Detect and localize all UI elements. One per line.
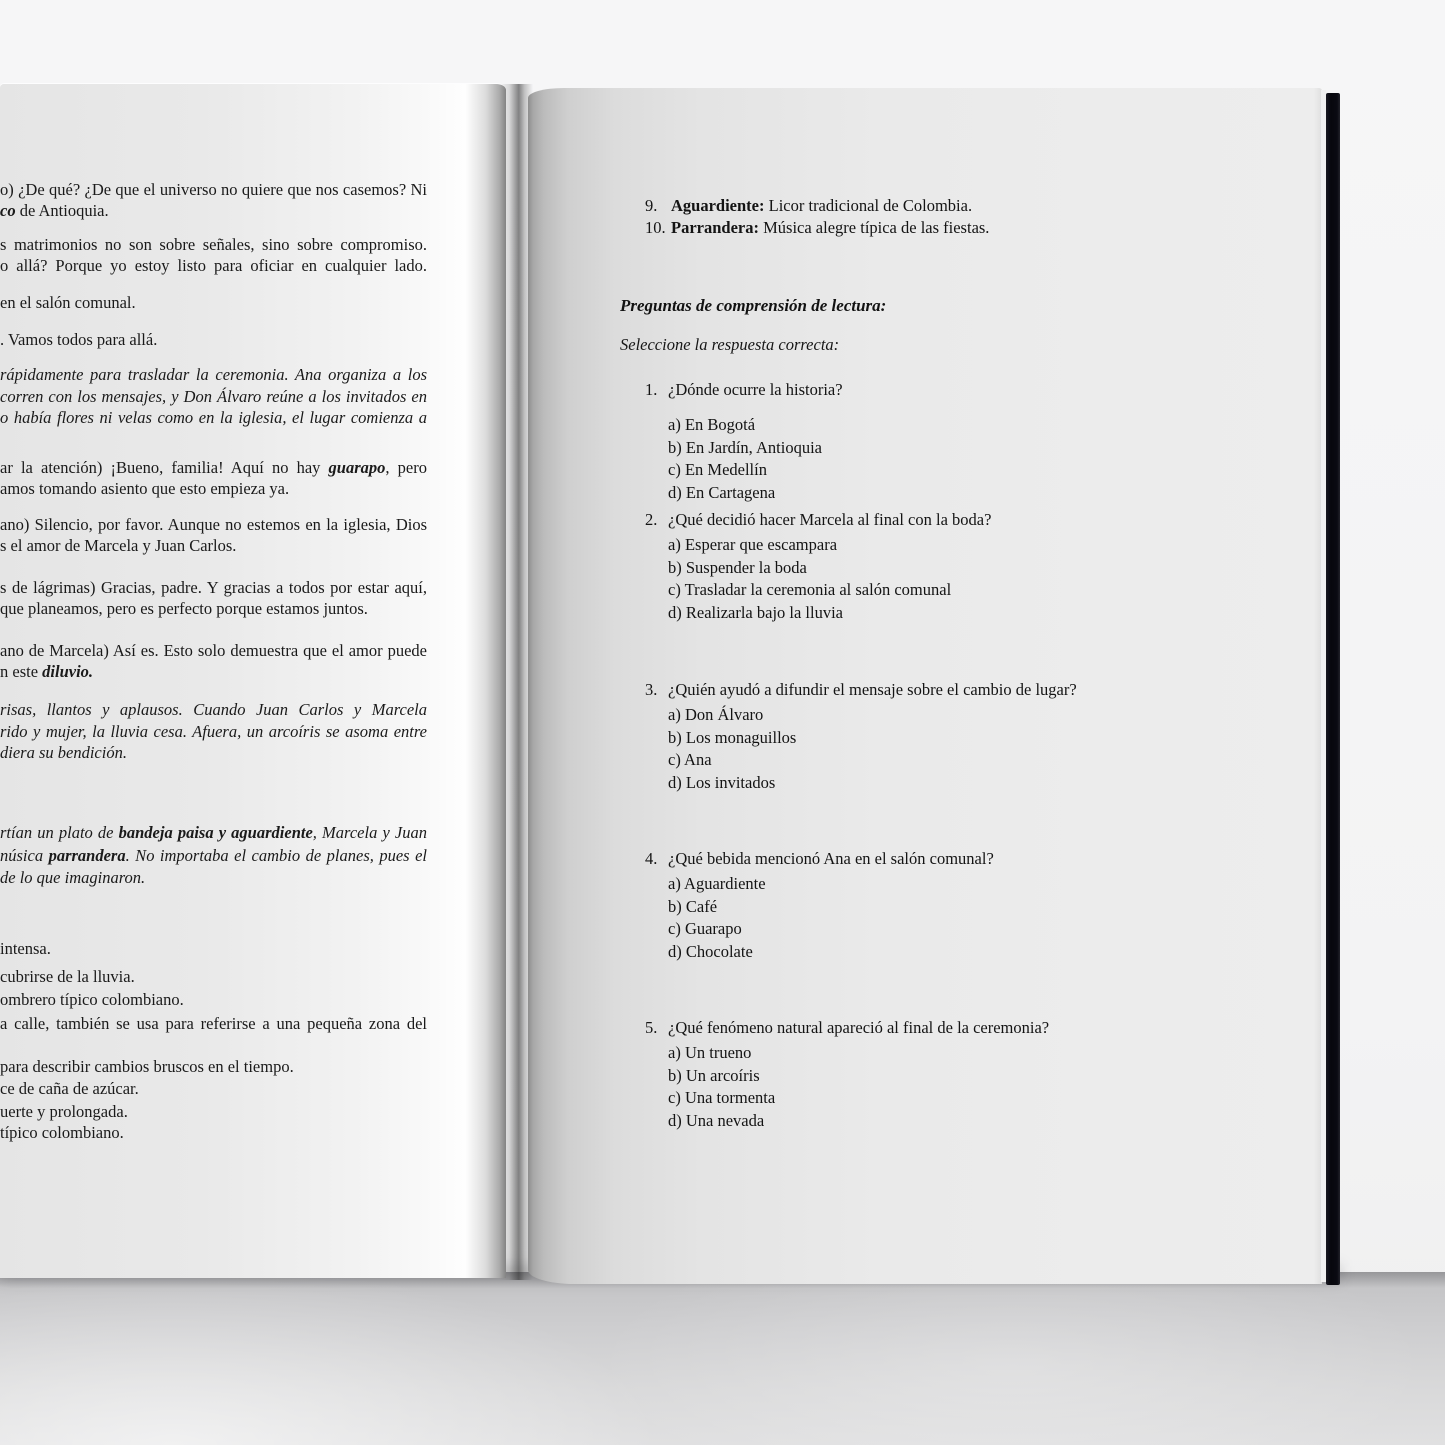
- text-line: para describir cambios bruscos en el tiempo.: [0, 1057, 294, 1076]
- option-line: b) Un arcoíris: [668, 1065, 760, 1085]
- question-text: 4. ¿Qué bebida mencionó Ana en el salón comunal?: [645, 849, 994, 868]
- option-line: d) Los invitados: [668, 772, 776, 792]
- option-line: a) En Bogotá: [668, 415, 756, 434]
- text-line: o había flores ni velas como en la iglesia, el lugar comienza a: [0, 408, 427, 427]
- right-page: [528, 88, 1322, 1284]
- text-line: co de Antioquia.: [0, 201, 109, 220]
- option-line: d) Chocolate: [668, 941, 753, 961]
- option-line: d) Una nevada: [668, 1110, 765, 1130]
- question-text: 1. ¿Dónde ocurre la historia?: [645, 380, 843, 399]
- text-line: o allá? Porque yo estoy listo para oficiar en cualquier lado.: [0, 256, 427, 275]
- text-line: risas, llantos y aplausos. Cuando Juan Carlos y Marcela: [0, 700, 427, 719]
- option-line: a) Esperar que escampara: [668, 535, 838, 554]
- text-line: s el amor de Marcela y Juan Carlos.: [0, 536, 237, 555]
- option-line: a) Aguardiente: [668, 874, 766, 893]
- option-line: a) Don Álvaro: [668, 705, 764, 724]
- option-line: d) En Cartagena: [668, 482, 776, 502]
- text-line: o) ¿De qué? ¿De que el universo no quiere que nos casemos? Ni: [0, 180, 427, 199]
- question-text: 2. ¿Qué decidió hacer Marcela al final con la boda?: [645, 510, 992, 529]
- text-line: rápidamente para trasladar la ceremonia. Ana organiza a los: [0, 365, 427, 384]
- text-line: a calle, también se usa para referirse a una pequeña zona del: [0, 1014, 427, 1033]
- text-line: ce de caña de azúcar.: [0, 1079, 139, 1098]
- glossary-item: 9. Aguardiente: Licor tradicional de Colombia.: [645, 196, 973, 215]
- text-line: s matrimonios no son sobre señales, sino sobre compromiso.: [0, 235, 427, 254]
- text-line: s de lágrimas) Gracias, padre. Y gracias a todos por estar aquí,: [0, 578, 427, 597]
- option-line: a) Un trueno: [668, 1043, 752, 1062]
- option-line: c) En Medellín: [668, 460, 767, 479]
- text-line: uerte y prolongada.: [0, 1102, 128, 1121]
- option-line: c) Una tormenta: [668, 1088, 776, 1107]
- book-cover-edge: [1326, 93, 1340, 1285]
- text-line: . Vamos todos para allá.: [0, 330, 158, 349]
- text-line: núsica parrandera. No importaba el cambio de planes, pues el: [0, 846, 427, 865]
- left-page: [0, 84, 506, 1278]
- text-line: intensa.: [0, 939, 51, 958]
- text-line: cubrirse de la lluvia.: [0, 967, 135, 986]
- text-line: corren con los mensajes, y Don Álvaro reúne a los invitados en: [0, 387, 427, 406]
- option-line: b) Los monaguillos: [668, 727, 797, 747]
- option-line: c) Ana: [668, 750, 712, 769]
- option-line: d) Realizarla bajo la lluvia: [668, 602, 844, 622]
- text-line: ano) Silencio, por favor. Aunque no estemos en la iglesia, Dios: [0, 515, 427, 534]
- text-line: en el salón comunal.: [0, 293, 136, 312]
- glossary-item: 10. Parrandera: Música alegre típica de las fiestas.: [645, 218, 990, 237]
- option-line: b) En Jardín, Antioquia: [668, 437, 822, 457]
- option-line: c) Trasladar la ceremonia al salón comunal: [668, 580, 952, 599]
- text-line: rido y mujer, la lluvia cesa. Afuera, un arcoíris se asoma entre: [0, 722, 427, 741]
- text-line: ano de Marcela) Así es. Esto solo demuestra que el amor puede: [0, 641, 427, 660]
- text-line: diera su bendición.: [0, 743, 127, 762]
- text-line: de lo que imaginaron.: [0, 868, 146, 887]
- option-line: b) Suspender la boda: [668, 557, 807, 577]
- text-line: que planeamos, pero es perfecto porque estamos juntos.: [0, 599, 368, 618]
- text-line: ar la atención) ¡Bueno, familia! Aquí no hay guarapo, pero: [0, 458, 427, 477]
- question-text: 3. ¿Quién ayudó a difundir el mensaje sobre el cambio de lugar?: [645, 680, 1077, 699]
- option-line: c) Guarapo: [668, 919, 742, 938]
- text-line: amos tomando asiento que esto empieza ya.: [0, 479, 290, 498]
- option-line: b) Café: [668, 896, 718, 916]
- comprehension-heading: Preguntas de comprensión de lectura:: [620, 296, 887, 315]
- text-line: ombrero típico colombiano.: [0, 990, 184, 1009]
- text-line: típico colombiano.: [0, 1123, 124, 1142]
- instruction-heading: Seleccione la respuesta correcta:: [620, 335, 840, 354]
- table-surface: [0, 1272, 1445, 1445]
- text-line: n este diluvio.: [0, 662, 94, 681]
- text-line: rtían un plato de bandeja paisa y aguardiente, Marcela y Juan: [0, 823, 427, 842]
- question-text: 5. ¿Qué fenómeno natural apareció al final de la ceremonia?: [645, 1018, 1050, 1037]
